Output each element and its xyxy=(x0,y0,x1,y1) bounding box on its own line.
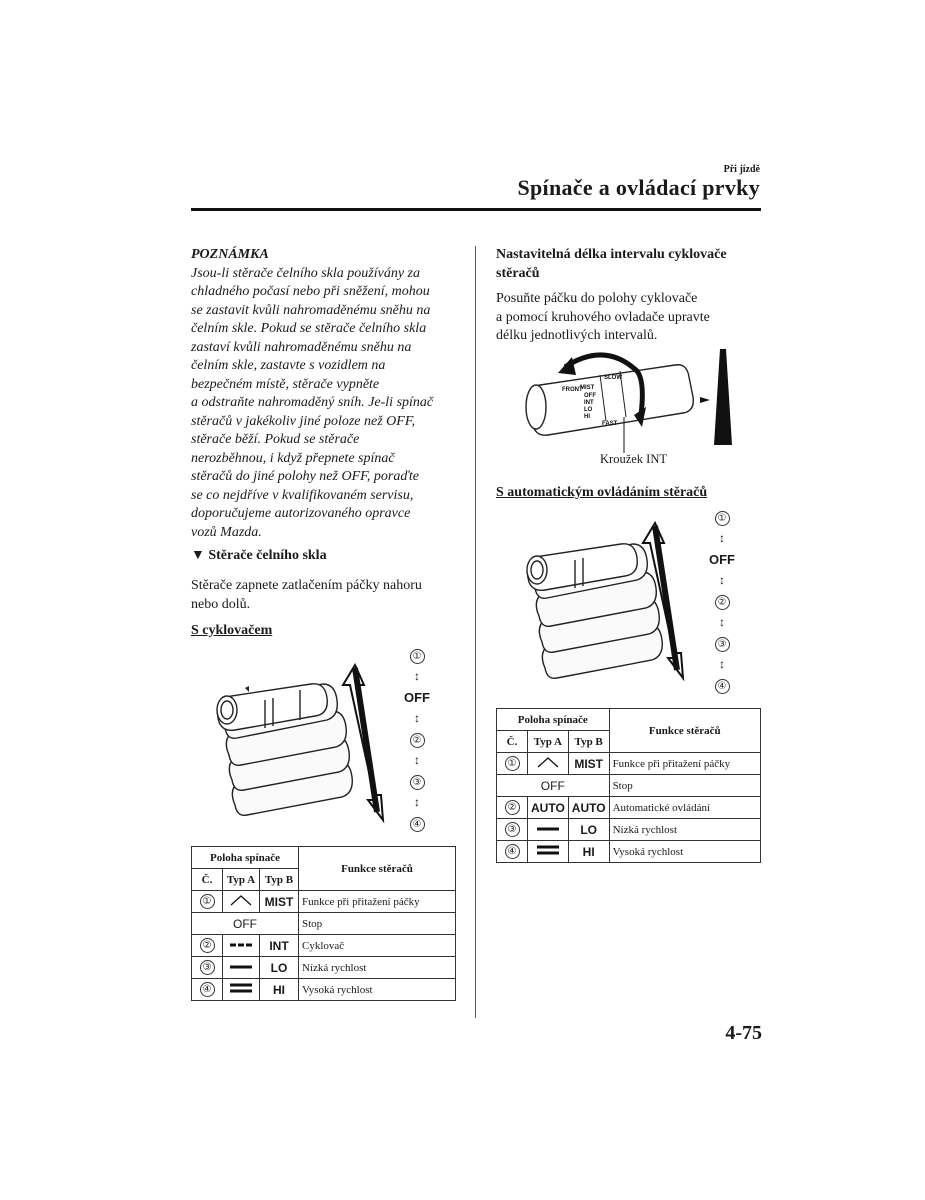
hi-symbol-icon xyxy=(528,841,569,863)
subsection-title: ▼ Stěrače čelního skla xyxy=(191,548,327,563)
section-label: Při jízdě xyxy=(723,164,760,175)
right-position-labels: ① ↕ OFF ↕ ② ↕ ③ ↕ ④ xyxy=(709,513,735,692)
th-function: Funkce stěračů xyxy=(609,709,760,753)
svg-text:HI: HI xyxy=(584,414,590,420)
svg-text:MIST: MIST xyxy=(580,385,595,391)
th-position: Poloha spínače xyxy=(497,709,610,731)
heading-cyklovac: S cyklovačem xyxy=(191,623,273,638)
heading-interval: Nastavitelná délka intervalu cyklovače stěračů xyxy=(496,247,727,281)
table-row: ① MIST Funkce při přitažení páčky xyxy=(192,891,456,913)
wiper-intro-text: Stěrače zapnete zatlačením páčky nahoru nebo dolů. xyxy=(191,578,422,612)
column-divider xyxy=(475,246,476,1018)
right-position-table: Poloha spínače Funkce stěračů Č. Typ A Typ B ① MIST Funkce při přitažení páčky OFF Stop ② AUTO AUTO Automatické ovládání ③ LO Nízká rychlost ④ HI Vysoká rychlost xyxy=(496,708,761,863)
up-down-arrow-icon xyxy=(343,665,383,820)
page-title: Spínače a ovládací prvky xyxy=(517,175,760,200)
header-rule xyxy=(191,208,761,211)
page-number: 4-75 xyxy=(725,1022,762,1044)
th-position: Poloha spínače xyxy=(192,847,299,869)
table-row: ③ LO Nízká rychlost xyxy=(192,957,456,979)
interval-text: Posuňte páčku do polohy cyklovače a pomocí kruhového ovladače upravte délku jednotlivých intervalů. xyxy=(496,291,710,343)
svg-text:OFF: OFF xyxy=(584,393,596,399)
left-position-labels: ① ↕ OFF ↕ ② ↕ ③ ↕ ④ xyxy=(404,651,430,830)
int-ring-caption: Kroužek INT xyxy=(600,452,667,466)
table-row: ③ LO Nízká rychlost xyxy=(497,819,761,841)
svg-text:LO: LO xyxy=(584,407,593,413)
int-symbol-icon xyxy=(223,935,260,957)
svg-text:INT: INT xyxy=(584,400,594,406)
auto-wiper-lever-illustration xyxy=(515,518,700,693)
wiper-lever-illustration xyxy=(205,660,385,835)
th-function: Funkce stěračů xyxy=(299,847,456,891)
lo-symbol-icon xyxy=(528,819,569,841)
mist-symbol-icon xyxy=(223,891,260,913)
mist-symbol-icon xyxy=(528,753,569,775)
note-text: Jsou-li stěrače čelního skla používány za chladného počasí nebo při sněžení, mohou se zastavit kvůli nahromaděnému sněhu na čelním skle. Pokud se stěrače čelního skla zastaví kvůli nahromaděnému sněhu na čelním skle, zastavte s vozidlem na bezpečném místě, stěrače vypněte a odstraňte nahromaděný sníh. Je-li spínač stěračů v jakékoliv jiné poloze než OFF, stěrače běží. Pokud se stěrače nerozběhnou, i když přepnete spínač stěračů do jiné polohy než OFF, poraďte se co nejdříve v kvalifikovaném servisu, doporučujeme autorizovaného opravce vozů Mazda. xyxy=(191,265,434,540)
svg-text:FAST: FAST xyxy=(602,421,618,427)
note-block xyxy=(191,246,457,542)
table-row: ④ HI Vysoká rychlost xyxy=(497,841,761,863)
table-row: ④ HI Vysoká rychlost xyxy=(192,979,456,1001)
table-row: ② AUTO AUTO Automatické ovládání xyxy=(497,797,761,819)
note-title: POZNÁMKA xyxy=(191,247,269,262)
hi-symbol-icon xyxy=(223,979,260,1001)
table-row: OFF Stop xyxy=(192,913,456,935)
table-row: OFF Stop xyxy=(497,775,761,797)
int-ring-illustration xyxy=(520,345,760,460)
left-position-table: Poloha spínače Funkce stěračů Č. Typ A Typ B ① MIST Funkce při přitažení páčky OFF Stop ② INT Cyklovač ③ LO Nízká rychlost ④ HI Vysoká rychlost xyxy=(191,846,456,1001)
svg-text:SLOW: SLOW xyxy=(604,375,622,381)
table-row: ② INT Cyklovač xyxy=(192,935,456,957)
heading-auto: S automatickým ovládáním stěračů xyxy=(496,485,708,500)
svg-text:FRONT: FRONT xyxy=(562,387,583,393)
lo-symbol-icon xyxy=(223,957,260,979)
table-row: ① MIST Funkce při přitažení páčky xyxy=(497,753,761,775)
